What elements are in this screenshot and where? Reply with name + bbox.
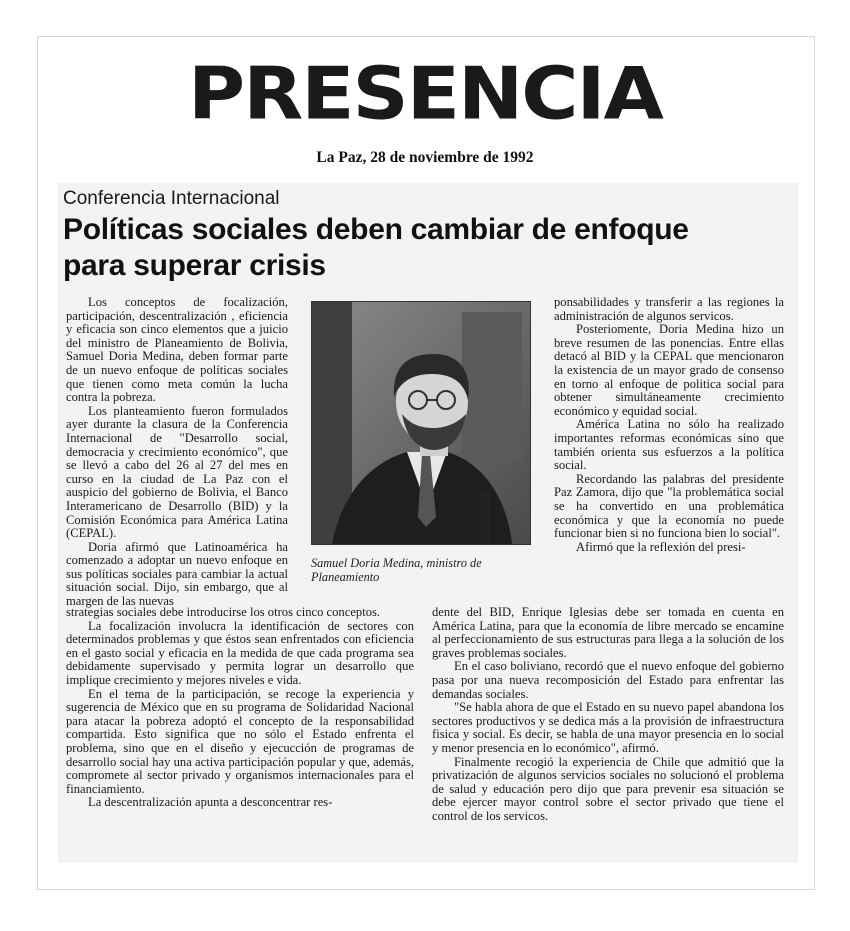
paragraph: Finalmente recogió la experiencia de Chile que admitió que la privatización de algunos servicios sociales no solucionó el problema de salud y educación pero dijo que para prevenir esa situación se debe ejercer mayor control sobre el sector privado que tiene el control de los servicos. [432,754,784,823]
paragraph: dente del BID, Enrique Iglesias debe ser tomada en cuenta en América Latina, para que la economía de libre mercado se encamine al perfeccionamiento de sus estructuras para llega a la solución de los graves problemas sociales. [432,605,784,660]
paragraph: La descentralización apunta a desconcentrar res- [88,795,333,810]
dateline: La Paz, 28 de noviembre de 1992 [316,149,534,166]
paragraph: Posteriomente, Doria Medina hizo un breve resumen de las ponencias. Entre ellas detacó al BID y la CEPAL que mencionaron la existencia de un mayor grado de consenso en torno al enfoque de politica social para obtener simultáneamente crecimiento económico y equidad social. [554,322,784,418]
article-column-3 [554,296,784,554]
paragraph: La focalización involucra la identificación de sectores con determinados problemas y que éstos sean enfrentados con eficiencia en el gasto social y eficacia en la medida de que cada programa sea debidamente supervisado y permita lograr un desarrollo que implique crecimiento y mejores niveles e vida. [66,618,414,687]
paragraph: "Se habla ahora de que el Estado en su nuevo papel abandona los sectores productivos y se dedica más a la provisión de infraestructura fisica y social. Es decir, se habla de una mayor presencia en lo social y menor presencia en lo económico", afirmó. [432,700,784,755]
article-column-1 [66,296,288,609]
paragraph: Recordando las palabras del presidente Paz Zamora, dijo que "la problemática social se ha convertido en una problemática económica y que la economía no puede funcionar bien si no funciona bien lo social". [554,471,784,541]
paragraph: strategias sociales debe introducirse los otros cinco conceptos. [66,605,381,619]
paragraph: Doria afirmó que Latinoamérica ha comenzado a adoptar un nuevo enfoque en sus políticas sociales para cambiar la actual situación social. Dijo, sin embargo, que al margen de las nuevas [66,539,288,609]
paragraph: Los conceptos de focalización, participación, descentralización , eficiencia y eficacia son cinco elementos que a juicio del ministro de Planeamiento de Bolivia, Samuel Doria Medina, deben formar parte de un nuevo enfoque de políticas sociales que tienen como meta común la lucha contra la pobreza. [66,295,288,405]
article-headline: Políticas sociales deben cambiar de enfoque para superar crisis [63,213,689,282]
article-column-wide-left [66,606,414,810]
article-column-wide-right [432,606,784,824]
paragraph: Los planteamiento fueron formulados ayer durante la clasura de la Conferencia Internacional de "Desarrollo social, democracia y crecimiento económico", que se llevó a cabo del 26 al 27 del mes en curso en la ciudad de La Paz con el auspicio del gobierno de Bolivia, el Banco Interamericano de Desarrollo (BID) y la Comisión Económica para América Latina (CEPAL). [66,403,288,541]
newspaper-masthead: PRESENCIA [188,53,662,136]
paragraph: En el caso boliviano, recordó que el nuevo enfoque del gobierno pasa por una nueva recomposición del Estado para enfrentar las demandas sociales. [432,659,784,701]
article-kicker: Conferencia Internacional [63,188,280,209]
paragraph: Afirmó que la reflexión del presi- [576,539,746,554]
portrait-photo [311,301,531,545]
paragraph: En el tema de la participación, se recoge la experiencia y sugerencia de México que en su programa de Solidaridad Nacional para atacar la pobreza adoptó el concepto de la responsabilidad compartida. Esto significa que no sólo el Estado enfrenta el problema, sino que en el diseño y ejecucción de programas de desarrollo social hay una activa participación popular y que, además, compromete al sector privado y organismos internacionales para el financiamiento. [66,686,414,796]
portrait-illustration [312,302,530,544]
paragraph: ponsabilidades y transferir a las regiones la administración de algunos servicos. [554,295,784,323]
photo-caption: Samuel Doria Medina, ministro de Planeamiento [311,556,482,584]
paragraph: América Latina no sólo ha realizado importantes reformas económicas sino que también orienta sus esfuerzos a la política social. [554,417,784,473]
